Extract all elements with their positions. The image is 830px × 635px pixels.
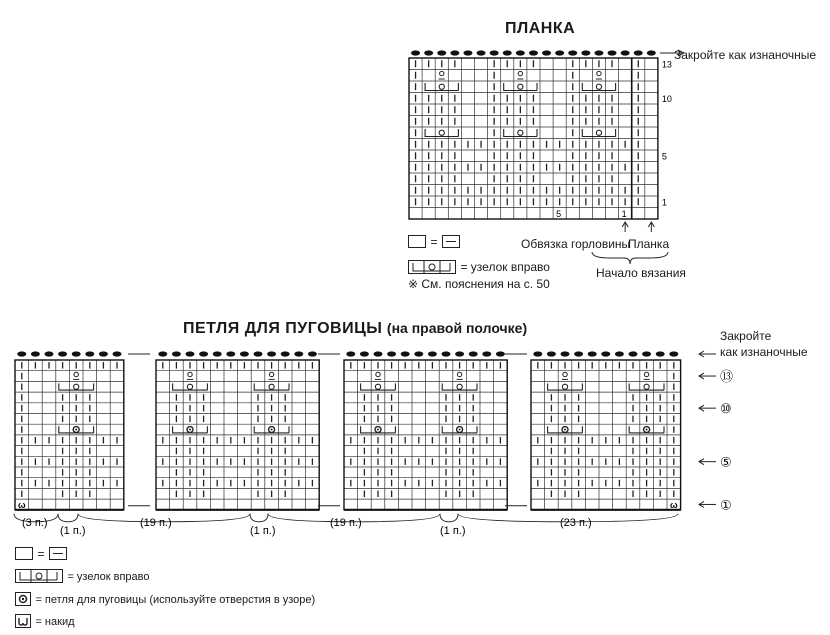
bind-off-dot <box>588 351 597 356</box>
col-number: 5 <box>556 209 562 219</box>
chart-block <box>15 351 124 509</box>
knot-top-symbol <box>457 372 461 376</box>
count-brace <box>58 514 78 522</box>
dash-cell-icon <box>49 547 67 560</box>
top-start-label: Начало вязания <box>596 266 686 280</box>
bind-off-dot <box>72 351 81 356</box>
chart-block <box>156 351 319 509</box>
bind-off-dot <box>642 351 651 356</box>
bind-off-dot <box>496 351 505 356</box>
blank-cell-icon <box>15 547 33 560</box>
bind-off-dot <box>267 351 276 356</box>
bind-off-dot <box>503 50 512 55</box>
bind-off-dot <box>428 351 437 356</box>
buttonhole-dot <box>75 429 77 431</box>
bind-off-dot <box>533 351 542 356</box>
top-band-label: Планка <box>628 237 670 251</box>
knot-right-icon <box>15 569 63 583</box>
bind-off-dot <box>608 50 617 55</box>
buttonhole-dot <box>189 429 191 431</box>
bottom-legend-button <box>15 590 315 608</box>
bind-off-dot <box>199 351 208 356</box>
knot-circle <box>518 84 523 89</box>
top-legend-knot <box>408 258 550 276</box>
bind-off-dot <box>58 351 67 356</box>
bind-off-dot <box>17 351 26 356</box>
top-legend-blank <box>408 233 460 247</box>
bind-off-dot <box>99 351 108 356</box>
dash-cell-icon <box>442 235 460 248</box>
knot-circle <box>562 384 567 389</box>
knot-top-symbol <box>188 372 192 376</box>
knot-circle <box>439 130 444 135</box>
row-number: 13 <box>661 59 672 70</box>
bind-off-dot <box>601 351 610 356</box>
bottom-chart-grid <box>14 351 733 537</box>
chart-block <box>344 351 507 509</box>
count-brace <box>250 514 268 522</box>
bind-off-dot <box>414 351 423 356</box>
bind-off-dot <box>411 50 420 55</box>
stitch-count: (19 п.) <box>330 516 362 529</box>
bottom-title-suffix: (на правой полочке) <box>386 320 528 336</box>
knot-circle <box>644 384 649 389</box>
bind-off-dot <box>186 351 195 356</box>
buttonhole-dot <box>564 429 566 431</box>
knot-circle <box>518 130 523 135</box>
stitch-count: (1 п.) <box>60 524 86 537</box>
bind-off-dot <box>387 351 396 356</box>
knot-top-symbol <box>597 71 601 75</box>
blank-cell-icon <box>408 235 426 248</box>
buttonhole-dot <box>377 429 379 431</box>
bottom-legend-blank <box>15 545 67 563</box>
yarn-over-mark: ω <box>670 499 678 510</box>
bind-off-dot <box>516 50 525 55</box>
stitch-count: (3 п.) <box>22 516 48 529</box>
bind-off-dot <box>346 351 355 356</box>
bind-off-dot <box>455 351 464 356</box>
knot-top-symbol <box>518 71 522 75</box>
bind-off-dot <box>490 50 499 55</box>
bind-off-dot <box>85 351 94 356</box>
legend-eq: = <box>37 547 45 561</box>
bottom-close-label-1: Закройте <box>720 329 772 343</box>
top-chart-title: ПЛАНКА <box>505 20 576 37</box>
bottom-close-label-2: как изнаночные <box>720 345 808 359</box>
bind-off-dot <box>561 351 570 356</box>
chart-block <box>531 351 681 509</box>
row-number: 10 <box>661 94 672 104</box>
bind-off-dot <box>615 351 624 356</box>
buttonhole-dot <box>271 429 273 431</box>
top-close-label: Закройте как изнаночные <box>674 48 817 62</box>
knot-top-symbol <box>563 372 567 376</box>
stitch-count: (23 п.) <box>560 516 592 529</box>
top-legend-note: ※ См. пояснения на с. 50 <box>408 277 550 291</box>
legend-knot-text: = узелок вправо <box>67 571 150 583</box>
bind-off-dot <box>477 50 486 55</box>
bind-off-dot <box>621 50 630 55</box>
bind-off-dot <box>172 351 181 356</box>
bind-off-dot <box>656 351 665 356</box>
row-marker: ⑬ <box>720 369 734 385</box>
knot-top-symbol <box>440 71 444 75</box>
knot-circle <box>269 384 274 389</box>
yarn-over-icon <box>15 614 31 628</box>
bind-off-dot <box>469 351 478 356</box>
bind-off-dot <box>529 50 538 55</box>
top-chart <box>395 42 830 232</box>
count-brace <box>440 514 458 522</box>
bind-off-dot <box>31 351 40 356</box>
bind-off-dot <box>424 50 433 55</box>
legend-eq: = <box>430 235 438 249</box>
bind-off-dot <box>574 351 583 356</box>
knot-circle <box>457 384 462 389</box>
bottom-title-main: ПЕТЛЯ ДЛЯ ПУГОВИЦЫ <box>183 320 383 337</box>
bind-off-dot <box>281 351 290 356</box>
knot-top-symbol <box>74 372 78 376</box>
knot-circle <box>596 130 601 135</box>
bottom-chart-title <box>183 320 527 338</box>
bind-off-dot <box>113 351 122 356</box>
knot-top-symbol <box>269 372 273 376</box>
bind-off-dot <box>401 351 410 356</box>
knot-circle <box>74 384 79 389</box>
bind-off-dot <box>568 50 577 55</box>
top-neck-label: Обвязка горловины <box>521 237 631 251</box>
legend-knot-text: = узелок вправо <box>460 260 550 274</box>
bind-off-dot <box>634 50 643 55</box>
bind-off-dot <box>547 351 556 356</box>
bind-off-dot <box>158 351 167 356</box>
knot-top-symbol <box>376 372 380 376</box>
row-marker: ⑩ <box>720 401 732 417</box>
bottom-legend-knot <box>15 567 150 585</box>
buttonhole-dot <box>459 429 461 431</box>
row-marker: ⑤ <box>720 454 732 470</box>
buttonhole-dot <box>646 429 648 431</box>
knot-right-icon <box>408 260 456 274</box>
bind-off-dot <box>226 351 235 356</box>
knot-circle <box>596 84 601 89</box>
bind-off-dot <box>45 351 54 356</box>
bind-off-dot <box>213 351 222 356</box>
bind-off-dot <box>437 50 446 55</box>
stitch-count: (1 п.) <box>440 524 466 537</box>
knot-circle <box>439 84 444 89</box>
bind-off-dot <box>308 351 317 356</box>
row-number: 1 <box>661 197 667 208</box>
legend-button-text: = петля для пуговицы (используйте отверстия в узоре) <box>35 594 316 606</box>
knot-circle <box>187 384 192 389</box>
row-marker: ① <box>720 497 732 513</box>
legend-yo-text: = накид <box>35 616 75 628</box>
bind-off-dot <box>629 351 638 356</box>
bind-off-dot <box>240 351 249 356</box>
buttonhole-icon <box>15 592 31 606</box>
top-chart-grid <box>409 50 684 232</box>
bind-off-dot <box>360 351 369 356</box>
bottom-legend-yo <box>15 612 75 630</box>
bind-off-dot <box>581 50 590 55</box>
stitch-count: (19 п.) <box>140 516 172 529</box>
bind-off-dot <box>542 50 551 55</box>
bind-off-dot <box>594 50 603 55</box>
knot-top-symbol <box>644 372 648 376</box>
bind-off-dot <box>482 351 491 356</box>
bind-off-dot <box>555 50 564 55</box>
knot-circle <box>375 384 380 389</box>
bind-off-dot <box>669 351 678 356</box>
bind-off-dot <box>294 351 303 356</box>
bind-off-dot <box>463 50 472 55</box>
bind-off-dot <box>374 351 383 356</box>
stitch-count: (1 п.) <box>250 524 276 537</box>
bottom-chart <box>0 348 830 543</box>
bind-off-dot <box>254 351 263 356</box>
bind-off-dot <box>442 351 451 356</box>
bind-off-dot <box>450 50 459 55</box>
row-number: 5 <box>661 151 667 162</box>
bind-off-dot <box>647 50 656 55</box>
yarn-over-mark: ω <box>18 499 26 510</box>
col-number: 1 <box>621 209 627 219</box>
